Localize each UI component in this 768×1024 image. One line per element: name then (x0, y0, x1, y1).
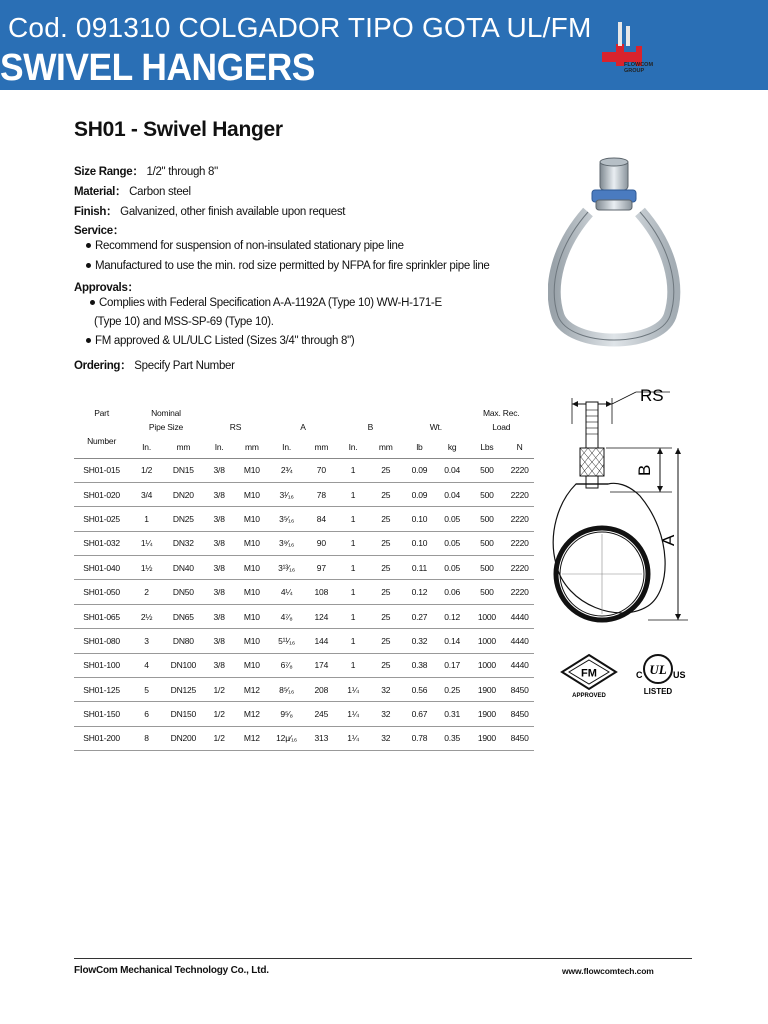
table-cell: 32 (368, 726, 403, 750)
table-cell: 1 (338, 604, 369, 628)
table-row (74, 604, 534, 628)
product-photo (548, 156, 698, 356)
table-cell: 3⁵⁄₁₆ (268, 507, 305, 531)
spec-service (74, 222, 124, 238)
part-number-cell: SH01-200 (74, 726, 129, 750)
table-cell: 0.12 (436, 604, 469, 628)
table-cell: DN50 (164, 580, 203, 604)
spec-approvals (74, 279, 139, 295)
header-pipe-size: Pipe Size (148, 422, 184, 432)
table-cell: M10 (235, 507, 268, 531)
table-cell: 2220 (505, 482, 534, 506)
table-cell: 0.56 (403, 678, 436, 702)
unit-cell: N (505, 436, 534, 458)
header-a: A (300, 422, 306, 432)
footer-divider (74, 958, 692, 959)
table-row (74, 629, 534, 653)
table-cell: 9⁵⁄₈ (268, 702, 305, 726)
table-cell: 0.25 (436, 678, 469, 702)
spec-service-label: Service： (74, 225, 125, 237)
table-cell: 8450 (505, 726, 534, 750)
table-cell: M10 (235, 458, 268, 482)
bullet-icon (90, 300, 95, 305)
table-cell: 2 (129, 580, 164, 604)
table-row (74, 653, 534, 677)
logo-text: FLOWCOM GROUP (624, 62, 654, 74)
table-cell: 0.04 (436, 482, 469, 506)
table-cell: M10 (235, 531, 268, 555)
table-cell: DN32 (164, 531, 203, 555)
swivel-hanger-photo-icon (548, 156, 698, 356)
footer-company: FlowCom Mechanical Technology Co., Ltd. (74, 965, 269, 976)
table-cell: M10 (235, 604, 268, 628)
table-cell: 8⁵⁄₁₆ (268, 678, 305, 702)
table-cell: 32 (368, 702, 403, 726)
table-cell: 1 (338, 629, 369, 653)
bullet-icon (86, 338, 91, 343)
table-cell: 25 (368, 507, 403, 531)
table-cell: 3/8 (203, 556, 236, 580)
header-rs-label: RS (229, 422, 242, 432)
table-cell: 32 (368, 678, 403, 702)
table-cell: 6⁷⁄₈ (268, 653, 305, 677)
table-cell: 3/8 (203, 482, 236, 506)
table-cell: 1/2 (129, 458, 164, 482)
table-cell: 4⁷⁄₈ (268, 604, 305, 628)
part-number-cell: SH01-125 (74, 678, 129, 702)
unit-cell: Lbs (469, 436, 506, 458)
table-cell: 313 (305, 726, 338, 750)
header-load: Load (492, 422, 511, 432)
service-item: Recommend for suspension of non-insulated stationary pipe line (86, 240, 404, 252)
table-cell: 1000 (469, 653, 506, 677)
table-cell: 0.67 (403, 702, 436, 726)
unit-cell: mm (368, 436, 403, 458)
table-cell: M10 (235, 629, 268, 653)
spec-size-range-value: 1/2" through 8" (146, 166, 218, 178)
table-cell: DN25 (164, 507, 203, 531)
product-title: SH01 - Swivel Hanger (74, 118, 283, 141)
unit-cell: In. (338, 436, 369, 458)
table-row (74, 482, 534, 506)
header-nominal: Nominal (151, 408, 181, 418)
spec-approvals-label: Approvals： (74, 282, 139, 294)
table-cell: 2½ (129, 604, 164, 628)
table-cell: 5 (129, 678, 164, 702)
table-cell: 0.05 (436, 556, 469, 580)
table-cell: 208 (305, 678, 338, 702)
table-cell: 25 (368, 629, 403, 653)
table-row (74, 531, 534, 555)
part-number-cell: SH01-040 (74, 556, 129, 580)
table-cell: 0.27 (403, 604, 436, 628)
table-cell: 25 (368, 458, 403, 482)
table-cell: DN15 (164, 458, 203, 482)
table-cell: 97 (305, 556, 338, 580)
part-number-cell: SH01-025 (74, 507, 129, 531)
table-cell: 5¹¹⁄₁₆ (268, 629, 305, 653)
table-row (74, 678, 534, 702)
header-banner (0, 0, 768, 90)
table-cell: 4440 (505, 653, 534, 677)
diagram-rs-label: RS (640, 386, 664, 405)
table-cell: DN20 (164, 482, 203, 506)
table-cell: 2220 (505, 507, 534, 531)
table-cell: 1¼ (129, 531, 164, 555)
table-cell: 3¹⁄₁₆ (268, 482, 305, 506)
table-cell: 3/8 (203, 580, 236, 604)
table-cell: M10 (235, 580, 268, 604)
table-cell: DN200 (164, 726, 203, 750)
table-cell: 8450 (505, 678, 534, 702)
table-cell: 1¼ (338, 702, 369, 726)
table-cell: 2220 (505, 458, 534, 482)
table-cell: 3/8 (203, 604, 236, 628)
table-cell: 25 (368, 531, 403, 555)
unit-cell: In. (203, 436, 236, 458)
table-cell: 500 (469, 507, 506, 531)
table-cell: 3/8 (203, 653, 236, 677)
approval-item: Complies with Federal Specification A-A-1192A (Type 10) WW-H-171-E (90, 297, 442, 309)
ul-text: UL (649, 662, 667, 677)
table-cell: 2¾ (268, 458, 305, 482)
table-cell: 1 (338, 653, 369, 677)
table-cell: 245 (305, 702, 338, 726)
spec-material-label: Material： (74, 186, 127, 198)
table-cell: 500 (469, 482, 506, 506)
table-cell: 0.06 (436, 580, 469, 604)
table-cell: 174 (305, 653, 338, 677)
bullet-icon (86, 243, 91, 248)
table-cell: 1000 (469, 629, 506, 653)
table-cell: 90 (305, 531, 338, 555)
flowcom-logo (596, 22, 656, 78)
spec-material-value: Carbon steel (129, 186, 191, 198)
table-cell: 1/2 (203, 726, 236, 750)
table-cell: 4440 (505, 604, 534, 628)
unit-cell: mm (164, 436, 203, 458)
table-cell: 1 (338, 580, 369, 604)
table-cell: 500 (469, 531, 506, 555)
table-cell: 0.32 (403, 629, 436, 653)
part-number-cell: SH01-015 (74, 458, 129, 482)
table-cell: 124 (305, 604, 338, 628)
table-cell: 0.78 (403, 726, 436, 750)
header-max-rec: Max. Rec. (483, 408, 520, 418)
table-cell: 70 (305, 458, 338, 482)
header-b: B (367, 422, 374, 432)
header-wt: Wt. (429, 422, 442, 432)
table-cell: 1900 (469, 702, 506, 726)
ul-listed-icon (630, 652, 690, 700)
table-cell: 500 (469, 458, 506, 482)
table-cell: M10 (235, 653, 268, 677)
table-cell: 25 (368, 556, 403, 580)
table-cell: 0.17 (436, 653, 469, 677)
table-cell: 1000 (469, 604, 506, 628)
table-cell: 3/8 (203, 507, 236, 531)
part-number-cell: SH01-020 (74, 482, 129, 506)
table-cell: 12µ⁄₁₆ (268, 726, 305, 750)
table-cell: 4 (129, 653, 164, 677)
table-cell: 3/4 (129, 482, 164, 506)
table-cell: 25 (368, 604, 403, 628)
table-cell: 0.12 (403, 580, 436, 604)
approval-item: FM approved & UL/ULC Listed (Sizes 3/4" through 8") (86, 335, 354, 347)
approval-item-continued: (Type 10) and MSS-SP-69 (Type 10). (94, 316, 274, 328)
table-cell: 4440 (505, 629, 534, 653)
table-cell: 1 (338, 482, 369, 506)
fm-approved-icon (558, 652, 620, 700)
table-cell: 1¼ (338, 726, 369, 750)
table-cell: 0.10 (403, 507, 436, 531)
table-cell: 1½ (129, 556, 164, 580)
diagram-a-label: A (659, 534, 678, 546)
table-cell: M10 (235, 556, 268, 580)
table-cell: DN80 (164, 629, 203, 653)
spec-ordering (74, 357, 235, 373)
spec-finish (74, 203, 345, 219)
table-cell: 84 (305, 507, 338, 531)
diagram-b-label: B (635, 464, 654, 476)
table-cell: DN125 (164, 678, 203, 702)
table-cell: 8450 (505, 702, 534, 726)
part-number-cell: SH01-150 (74, 702, 129, 726)
dimensions-table (74, 396, 534, 751)
table-cell: 500 (469, 580, 506, 604)
table-cell: 500 (469, 556, 506, 580)
table-cell: 1 (338, 458, 369, 482)
table-cell: 3/8 (203, 531, 236, 555)
table-cell: 6 (129, 702, 164, 726)
table-row (74, 458, 534, 482)
table-cell: M10 (235, 482, 268, 506)
table-cell: 108 (305, 580, 338, 604)
unit-cell: In. (129, 436, 164, 458)
table-cell: DN100 (164, 653, 203, 677)
table-cell: 2220 (505, 556, 534, 580)
table-cell: 0.31 (436, 702, 469, 726)
dimension-diagram (548, 384, 698, 624)
dimension-diagram-icon (548, 384, 698, 624)
table-cell: M12 (235, 726, 268, 750)
table-cell: 0.09 (403, 458, 436, 482)
table-cell: 0.10 (403, 531, 436, 555)
ul-sub-text: LISTED (643, 687, 673, 696)
table-cell: 3/8 (203, 629, 236, 653)
table-cell: 0.04 (436, 458, 469, 482)
table-cell: 4¼ (268, 580, 305, 604)
table-cell: 1 (338, 556, 369, 580)
part-number-cell: SH01-065 (74, 604, 129, 628)
header-code-title: Cod. 091310 COLGADOR TIPO GOTA UL/FM (8, 12, 592, 43)
table-cell: 0.09 (403, 482, 436, 506)
table-cell: 0.05 (436, 507, 469, 531)
table-cell: M12 (235, 702, 268, 726)
ul-us-text: US (673, 670, 686, 680)
table-row (74, 580, 534, 604)
spec-ordering-value: Specify Part Number (134, 360, 235, 372)
table-cell: 0.05 (436, 531, 469, 555)
table-row (74, 702, 534, 726)
bullet-icon (86, 263, 91, 268)
table-cell: 25 (368, 482, 403, 506)
unit-cell: In. (268, 436, 305, 458)
table-cell: 3¹³⁄₁₆ (268, 556, 305, 580)
header-number: Number (74, 436, 129, 458)
unit-cell: mm (305, 436, 338, 458)
table-cell: 1 (129, 507, 164, 531)
spec-size-range (74, 163, 218, 179)
table-cell: 1/2 (203, 678, 236, 702)
part-number-cell: SH01-032 (74, 531, 129, 555)
table-cell: 1 (338, 507, 369, 531)
fm-sub-text: APPROVED (572, 693, 606, 699)
table-row (74, 726, 534, 750)
table-cell: 2220 (505, 580, 534, 604)
table-cell: 144 (305, 629, 338, 653)
unit-cell: lb (403, 436, 436, 458)
ul-c-text: C (636, 670, 643, 680)
table-row (74, 507, 534, 531)
fm-text: FM (581, 667, 597, 680)
table-cell: 2220 (505, 531, 534, 555)
ul-listed-logo (630, 652, 690, 700)
table-cell: 1¼ (338, 678, 369, 702)
spec-finish-label: Finish： (74, 206, 118, 218)
table-cell: 78 (305, 482, 338, 506)
table-cell: DN40 (164, 556, 203, 580)
table-cell: 0.38 (403, 653, 436, 677)
spec-material (74, 183, 191, 199)
unit-cell: mm (235, 436, 268, 458)
service-item: Manufactured to use the min. rod size permitted by NFPA for fire sprinkler pipe line (86, 260, 490, 272)
spec-finish-value: Galvanized, other finish available upon request (120, 206, 346, 218)
table-cell: 3⁹⁄₁₆ (268, 531, 305, 555)
table-cell: 3 (129, 629, 164, 653)
header-category-title: SWIVEL HANGERS (0, 47, 315, 89)
table-cell: DN150 (164, 702, 203, 726)
footer-website[interactable]: www.flowcomtech.com (562, 966, 654, 976)
table-cell: 1900 (469, 726, 506, 750)
table-cell: 8 (129, 726, 164, 750)
header-part: Part (94, 408, 109, 418)
fm-approved-logo (558, 652, 620, 700)
table-cell: 0.14 (436, 629, 469, 653)
part-number-cell: SH01-080 (74, 629, 129, 653)
part-number-cell: SH01-100 (74, 653, 129, 677)
table-cell: 1/2 (203, 702, 236, 726)
spec-ordering-label: Ordering： (74, 360, 132, 372)
table-cell: 1900 (469, 678, 506, 702)
table-cell: DN65 (164, 604, 203, 628)
table-cell: 25 (368, 580, 403, 604)
table-cell: 0.35 (436, 726, 469, 750)
table-cell: 1 (338, 531, 369, 555)
table-cell: M12 (235, 678, 268, 702)
spec-size-range-label: Size Range： (74, 166, 144, 178)
table-row (74, 556, 534, 580)
unit-cell: kg (436, 436, 469, 458)
table-cell: 0.11 (403, 556, 436, 580)
header-rs (203, 396, 268, 418)
table-cell: 25 (368, 653, 403, 677)
part-number-cell: SH01-050 (74, 580, 129, 604)
table-cell: 3/8 (203, 458, 236, 482)
